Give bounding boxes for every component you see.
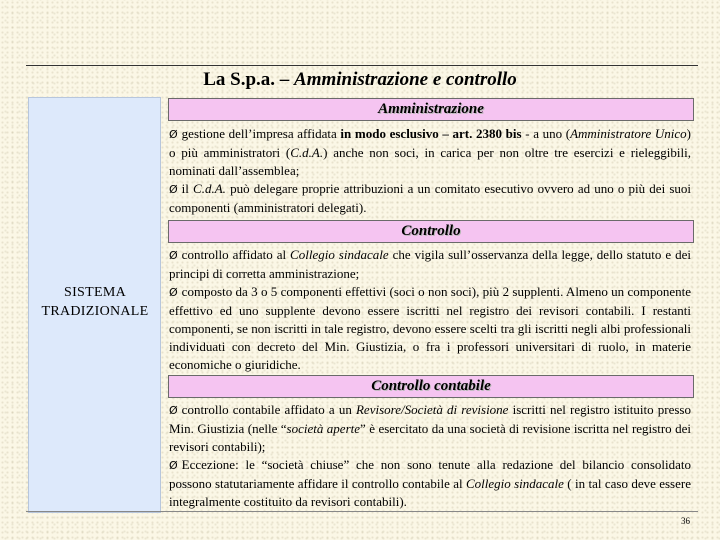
left-label-line1: SISTEMA [64,285,126,300]
bullet-item [169,125,691,180]
arrow-bullet-icon: Ø [169,286,178,299]
bullet-item [169,456,691,511]
text: composto da 3 o 5 componenti effettivi (soci o non soci), più 2 supplenti. Almeno un componente effettivo ed uno supplente devono essere iscritti nel registro dei revisori contabili. I restanti componenti, se non iscritti in tale registro, devono essere scelti tra gli iscritti negli albi professionali individuati con decreto del Min. Giustizia, o fra i professori universitari di ruolo, in materie economiche o giuridiche. [169,284,691,372]
left-label-line2: TRADIZIONALE [41,304,149,319]
title-main: La S.p.a. – [203,69,295,90]
text: ( in tal caso deve essere integralmente costituito da revisori contabili). [169,476,691,509]
text-italic: Amministratore Unico [570,126,687,141]
text: ) anche non soci, in carica per non oltre tre esercizi e rieleggibili, nominati dall’assemblea; [169,145,691,178]
page-number: 36 [681,516,690,526]
header-controllo-contabile: Controllo contabile [168,375,694,398]
arrow-bullet-icon: Ø [169,404,178,417]
text: Eccezione: le “società chiuse” che non sono tenute alla redazione del bilancio consolidato possono statutariamente affidare il controllo contabile al [169,457,691,491]
arrow-bullet-icon: Ø [169,128,178,141]
text-italic: C.d.A. [193,181,226,196]
section-amministrazione [169,125,691,217]
text: - a uno ( [521,126,571,141]
text: iscritti nel registro istituito presso Min. Giustizia (nelle “ [169,402,691,436]
bottom-rule [26,511,698,512]
text: ” è esercitato da una società di revisione iscritta nel registro dei revisori contabili); [169,421,691,454]
slide-title [0,68,720,92]
text: ) o più amministratori ( [169,126,691,160]
text: il [181,181,194,196]
section-controllo-contabile [169,401,691,511]
arrow-bullet-icon: Ø [169,459,178,472]
bullet-item [169,180,691,217]
text-bold: in modo esclusivo – art. 2380 bis [340,126,522,141]
text-italic: società aperte [286,421,361,436]
text: che vigila sull’osservanza della legge, dello statuto e dei principi di corretta amministrazione; [169,247,691,281]
left-panel-label [0,283,190,321]
header-amministrazione: Amministrazione [168,98,694,121]
title-italic: Amministrazione e controllo [294,69,517,90]
arrow-bullet-icon: Ø [169,249,178,262]
bullet-item [169,283,691,374]
bullet-item [169,246,691,283]
text-italic: Revisore/Società di revisione [355,402,509,417]
top-rule [26,65,698,66]
section-controllo [169,246,691,374]
text: controllo contabile affidato a un [181,402,356,417]
text: controllo affidato al [181,247,291,262]
text: può delegare proprie attribuzioni a un comitato esecutivo ovvero ad uno o più dei suoi componenti (amministratori delegati). [169,181,691,215]
text-italic: Collegio sindacale [465,476,564,491]
arrow-bullet-icon: Ø [169,183,178,196]
header-controllo: Controllo [168,220,694,243]
bullet-item [169,401,691,456]
text-italic: Collegio sindacale [290,247,389,262]
text-italic: C.d.A. [290,145,324,160]
text: gestione dell’impresa affidata [181,126,341,141]
